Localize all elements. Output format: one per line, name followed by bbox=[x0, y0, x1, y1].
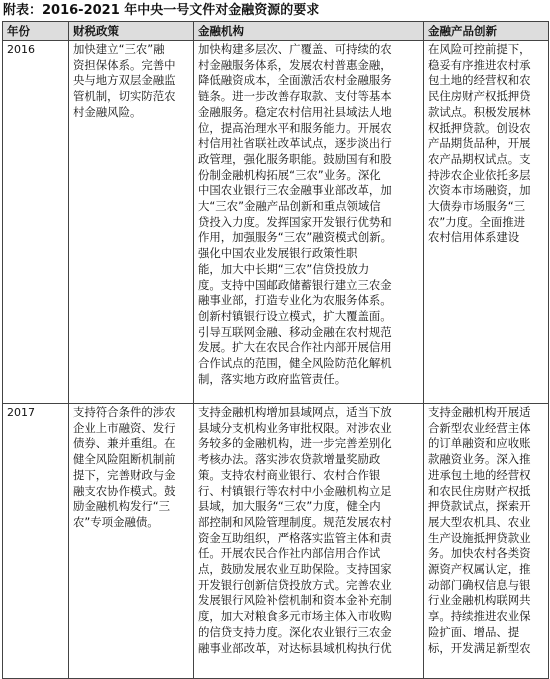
table-row bbox=[3, 404, 549, 679]
financial-institutions-text: 加快构建多层次、广覆盖、可持续的农 村金融服务体系，发展农村普惠金融， 降低融资成本，全面激活农村金融服务 链条。进一步改善存取款、支付等基本 金融服务。稳定农村信用社县域法人地 位，提高治理水平和服务能力。开展农 村信用社省联社改革试点，逐步淡出行 政管理，强化服务职能。鼓励国有和股 份制金融机构拓展“三农”业务。深化 中国农业银行三农金融事业部改革，加 大“三农”金融产品创新和重点领域信 贷投入力度。发挥国家开发银行优势和 作用，加强服务“三农”融资模式创新。 强化中国农业发展银行政策性职 能，加大中长期“三农”信贷投放力 度。支持中国邮政储蓄银行建立三农金 融事业部，打造专业化为农服务体系。 创新村镇银行设立模式，扩大覆盖面。 引导互联网金融、移动金融在农村规范 发展。扩大在农民合作社内部开展信用 合作试点的范围，健全风险防范化解机 制，落实地方政府监管责任。 bbox=[198, 42, 393, 386]
financial-institutions-text: 支持金融机构增加县域网点，适当下放 县域分支机构业务审批权限。对涉农业 务较多的金融机构，进一步完善差别化 考核办法。落实涉农贷款增量奖励政 策。支持农村商业银行、农村合作银 行、村镇银行等农村中小金融机构立足 县域，加大服务“三农”力度，健全内 部控制和风险管理制度。规范发展农村 资金互助组织，严格落实监管主体和责 任。开展农民合作社内部信用合作试 点，鼓励发展农业互助保险。支持国家 开发银行创新信贷投放方式。完善农业 发展银行风险补偿机制和资本金补充制 度，加大对粮食多元市场主体入市收购 的信贷支持力度。深化农业银行三农金 融事业部改革，对达标县域机构执行优 bbox=[198, 405, 392, 655]
product-innovation-text: 在风险可控前提下， 稳妥有序推进农村承 包土地的经营权和农 民住房财产权抵押贷 款试点。积极发展林 权抵押贷款。创设农 产品期货品种，开展 农产品期权试点。支 持涉农企业依托多层 次资本市场融资，加 大债券市场服务“三 农”力度。全面推进 农村信用体系建设 bbox=[428, 42, 531, 245]
fiscal-policy-text: 加快建立“三农”融 资担保体系。完善中 央与地方双层金融监 管机制，切实防范农 村金融风险。 bbox=[73, 42, 176, 119]
table-caption: 附表：2016-2021 年中央一号文件对金融资源的要求 bbox=[3, 3, 320, 18]
cell-fiscal-policy bbox=[69, 41, 194, 404]
product-innovation-text: 支持金融机构开展适 合新型农业经营主体 的订单融资和应收账 款融资业务。深入推 进承包土地的经营权 和农民住房财产权抵 押贷款试点，探索开 展大型农机具、农业 生产设施抵押贷款业 务。加快农村各类资 源资产权属认定，推 动部门确权信息与银 行业金融机构联网共 享。持续推进农业保 险扩面、增品、提 标，开发满足新型农 bbox=[428, 405, 531, 655]
header-product-innovation: 金融产品创新 bbox=[424, 22, 549, 41]
header-year: 年份 bbox=[3, 22, 69, 41]
cell-year: 2016 bbox=[3, 41, 69, 404]
table-header-row bbox=[3, 22, 549, 41]
policy-table bbox=[2, 21, 549, 679]
cell-financial-institutions bbox=[194, 41, 424, 404]
table-row bbox=[3, 41, 549, 404]
fiscal-policy-text: 支持符合条件的涉农 企业上市融资、发行 债券、兼并重组。在 健全风险阻断机制前 提下，完善财政与金 融支农协作模式。鼓 励金融机构发行“三 农”专项金融债。 bbox=[73, 405, 176, 529]
cell-fiscal-policy bbox=[69, 404, 194, 679]
cell-product-innovation bbox=[424, 404, 549, 679]
header-fiscal-policy: 财税政策 bbox=[69, 22, 194, 41]
cell-year: 2017 bbox=[3, 404, 69, 679]
cell-financial-institutions bbox=[194, 404, 424, 679]
cell-product-innovation bbox=[424, 41, 549, 404]
header-financial-institutions: 金融机构 bbox=[194, 22, 424, 41]
